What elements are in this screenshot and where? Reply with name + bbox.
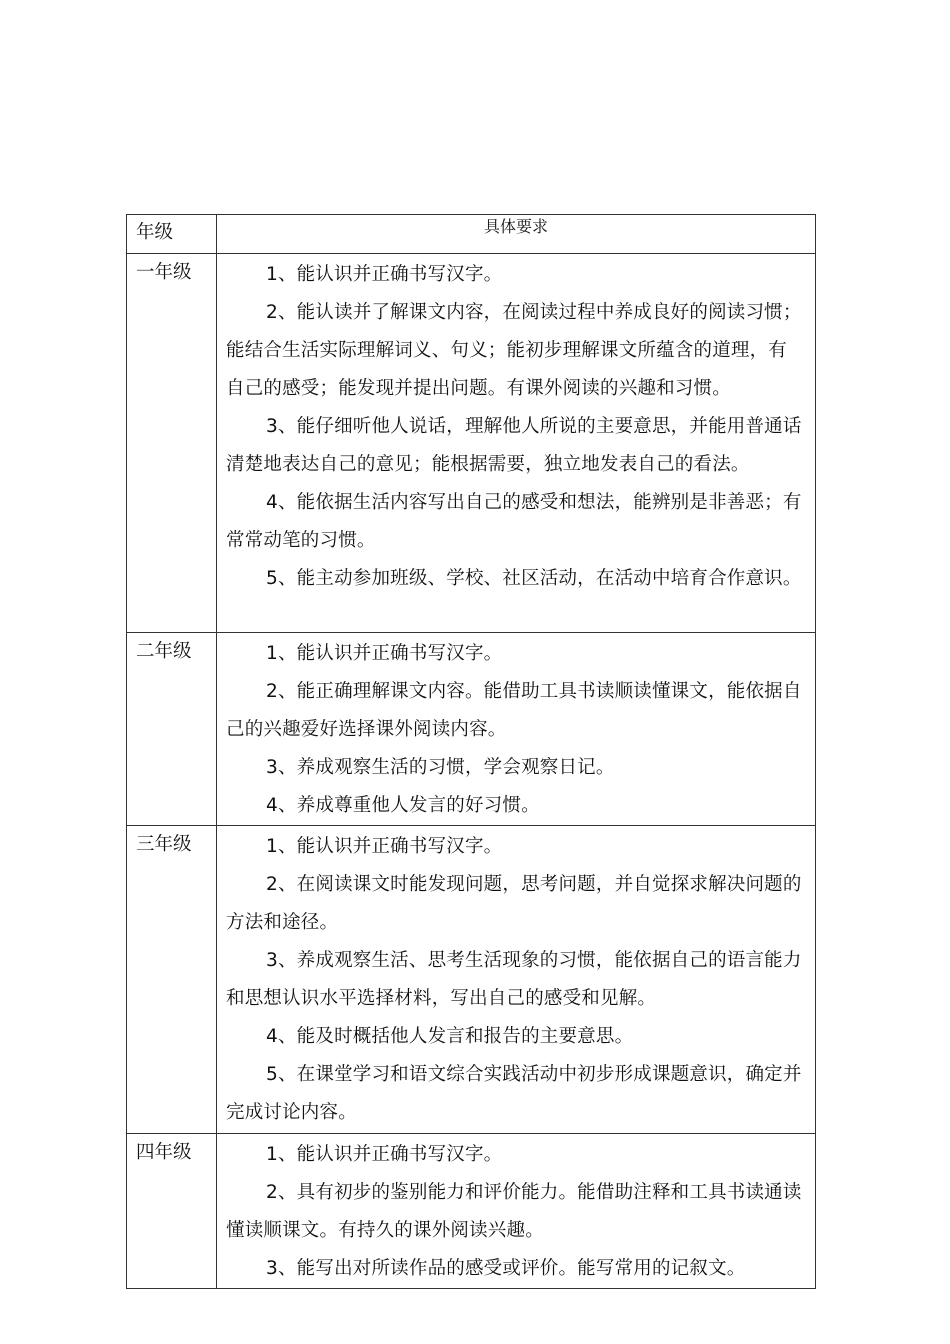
table-row: [127, 254, 816, 633]
requirement-item: 1、能认识并正确书写汉字。: [266, 1144, 503, 1165]
requirement-item: 1、能认识并正确书写汉字。: [266, 643, 503, 664]
requirements-table: [126, 214, 816, 1289]
table-row: [127, 1134, 816, 1289]
requirement-item: 1、能认识并正确书写汉字。: [266, 264, 503, 285]
requirement-item: 1、能认识并正确书写汉字。: [266, 836, 503, 857]
requirement-item: 5、能主动参加班级、学校、社区活动，在活动中培育合作意识。: [266, 568, 802, 589]
grade-cell: 三年级: [127, 826, 217, 1134]
table-row: [127, 633, 816, 826]
requirement-item: 3、养成观察生活、思考生活现象的习惯，能依据自己的语言能力和思想认识水平选择材料，写出自己的感受和见解。: [226, 950, 802, 1009]
requirement-item: 4、能及时概括他人发言和报告的主要意思。: [266, 1026, 634, 1047]
table-row: [127, 826, 816, 1134]
requirement-item: 3、能仔细听他人说话，理解他人所说的主要意思，并能用普通话清楚地表达自己的意见；能根据需要，独立地发表自己的看法。: [226, 416, 802, 475]
requirement-item: 2、能正确理解课文内容。能借助工具书读顺读懂课文，能依据自己的兴趣爱好选择课外阅读内容。: [226, 681, 802, 740]
requirements-cell: [217, 633, 816, 826]
table-header-row: [127, 215, 816, 254]
requirement-item: 3、能写出对所读作品的感受或评价。能写常用的记叙文。: [266, 1258, 746, 1279]
grade-cell: 一年级: [127, 254, 217, 633]
requirement-item: 4、能依据生活内容写出自己的感受和想法，能辨别是非善恶；有常常动笔的习惯。: [226, 492, 802, 551]
requirement-item: 3、养成观察生活的习惯，学会观察日记。: [266, 757, 615, 778]
grade-column-header: 年级: [127, 215, 217, 254]
requirements-cell: [217, 254, 816, 633]
requirements-cell: [217, 826, 816, 1134]
grade-cell: 二年级: [127, 633, 217, 826]
requirement-item: 2、具有初步的鉴别能力和评价能力。能借助注释和工具书读通读懂读顺课文。有持久的课外阅读兴趣。: [226, 1182, 802, 1241]
requirements-cell: [217, 1134, 816, 1289]
requirement-item: 2、在阅读课文时能发现问题，思考问题，并自觉探求解决问题的方法和途径。: [226, 874, 802, 933]
grade-cell: 四年级: [127, 1134, 217, 1289]
requirement-item: 2、能认读并了解课文内容，在阅读过程中养成良好的阅读习惯；能结合生活实际理解词义、句义；能初步理解课文所蕴含的道理，有自己的感受；能发现并提出问题。有课外阅读的兴趣和习惯。: [226, 302, 802, 399]
requirement-item: 4、养成尊重他人发言的好习惯。: [266, 795, 540, 816]
requirement-item: 5、在课堂学习和语文综合实践活动中初步形成课题意识，确定并完成讨论内容。: [226, 1064, 802, 1123]
requirements-column-header: 具体要求: [217, 215, 816, 254]
